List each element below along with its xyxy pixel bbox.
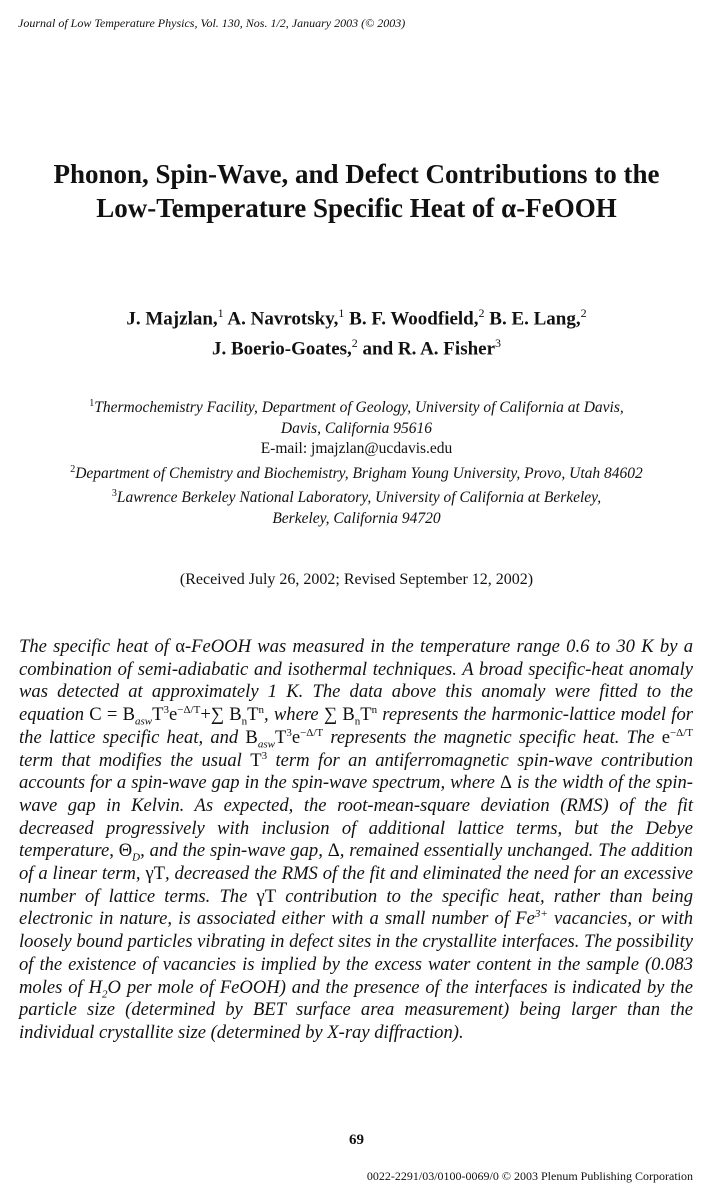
author: A. Navrotsky, (227, 308, 339, 330)
contact-email: E-mail: jmajzlan@ucdavis.edu (260, 440, 453, 458)
author-list (0, 301, 713, 362)
affiliation-2: $^2$Department of Chemistry and Biochemistry, Brigham Young University, Provo, Utah 84602 (70, 463, 643, 482)
author-line-1: J. Majzlan,$^1$ A. Navrotsky,$^1$ B. F. Woodfield,$^2$ B. E. Lang,$^2$ (126, 306, 587, 330)
equation: $C = B_{asw}T^3e^{-\Delta/T}+\sum$ $B_nT^n$ (89, 703, 265, 728)
author-line-2: J. Boerio-Goates,$^2$ and R. A. Fisher$^3$ (211, 336, 502, 360)
author: and R. A. Fisher (362, 338, 496, 360)
alpha-symbol: α (501, 193, 517, 223)
title-line-1: Phonon, Spin-Wave, and Defect Contributions to the (53, 159, 660, 189)
author: J. Majzlan, (126, 308, 218, 330)
received-dates: (Received July 26, 2002; Revised September 12, 2002) (179, 571, 534, 588)
affiliation-3: $^3$Lawrence Berkeley National Laboratory, University of California at Berkeley, (111, 488, 602, 507)
copyright-line: 0022-2291/03/0100-0069/0 © 2003 Plenum Publishing Corporation (366, 1169, 693, 1183)
author: J. Boerio-Goates, (211, 338, 352, 360)
author: B. F. Woodfield, (349, 308, 479, 330)
journal-reference: Journal of Low Temperature Physics, Vol. 130, Nos. 1/2, January 2003 (© 2003) (18, 16, 406, 30)
title-line-2: Low-Temperature Specific Heat of α-FeOOH (96, 193, 617, 223)
abstract: The specific heat of α-FeOOH was measured in the temperature range 0.6 to 30 K by a combination of semi-adiabatic and isothermal techniques. A broad specific-heat anomaly was detected at approximately 1 K. The data above this anomaly were fitted to the equation $C = B_{asw}T^3e^{-\Delta/T}+\sum$ $B_nT^n$, where ∑ $B_nT^n$ represents the harmonic-lattice model for the lattice specific heat, and $B_{asw}T^3e^{-\Delta/T}$ represents the magnetic specific heat. The $e^{-\Delta/T}$ term that modifies the usual $T^3$ term for an antiferromagnetic spin-wave contribution accounts for a spin-wave gap in the spin-wave spectrum, where Δ is the width of the spin-wave gap in Kelvin. As expected, the root-mean-square deviation (RMS) of the fit decreased progressively with inclusion of additional lattice terms, but the Debye temperature, $\Theta_D$, and the spin-wave gap, Δ, remained essentially unchanged. The addition of a linear term, γT, decreased the RMS of the fit and eliminated the need for an excessive number of lattice terms. The γT contribution to the specific heat, rather than being electronic in nature, is associated either with a small number of $Fe^{3+}$ vacancies, or with loosely bound particles vibrating in defect sites in the crystallite interfaces. The possibility of the existence of vacancies is implied by the excess water content in the sample (0.083 moles of $H_2O$ per mole of FeOOH) and the presence of the interfaces is indicated by the particle size (determined by BET surface area measurement) being larger than the individual crystallite size (determined by X-ray diffraction). (19, 636, 694, 1043)
author: B. E. Lang, (489, 308, 581, 330)
article-title (0, 157, 713, 225)
affiliations: $^1$Thermochemistry Facility, Department of Geology, University of California at Davis, Davis, California 95616 E-mail: jmajzlan@ucdavis.edu $^2$Department of Chemistry and Biochemistry, Brigham Young University, Provo, Utah 84602 $^3$Lawrence Berkeley National Laboratory, University of California at Berkeley, Berkeley, California 94720 (0, 394, 713, 529)
page-number: 69 (349, 1132, 364, 1148)
affiliation-1: $^1$Thermochemistry Facility, Department of Geology, University of California at Davis, (89, 398, 624, 417)
